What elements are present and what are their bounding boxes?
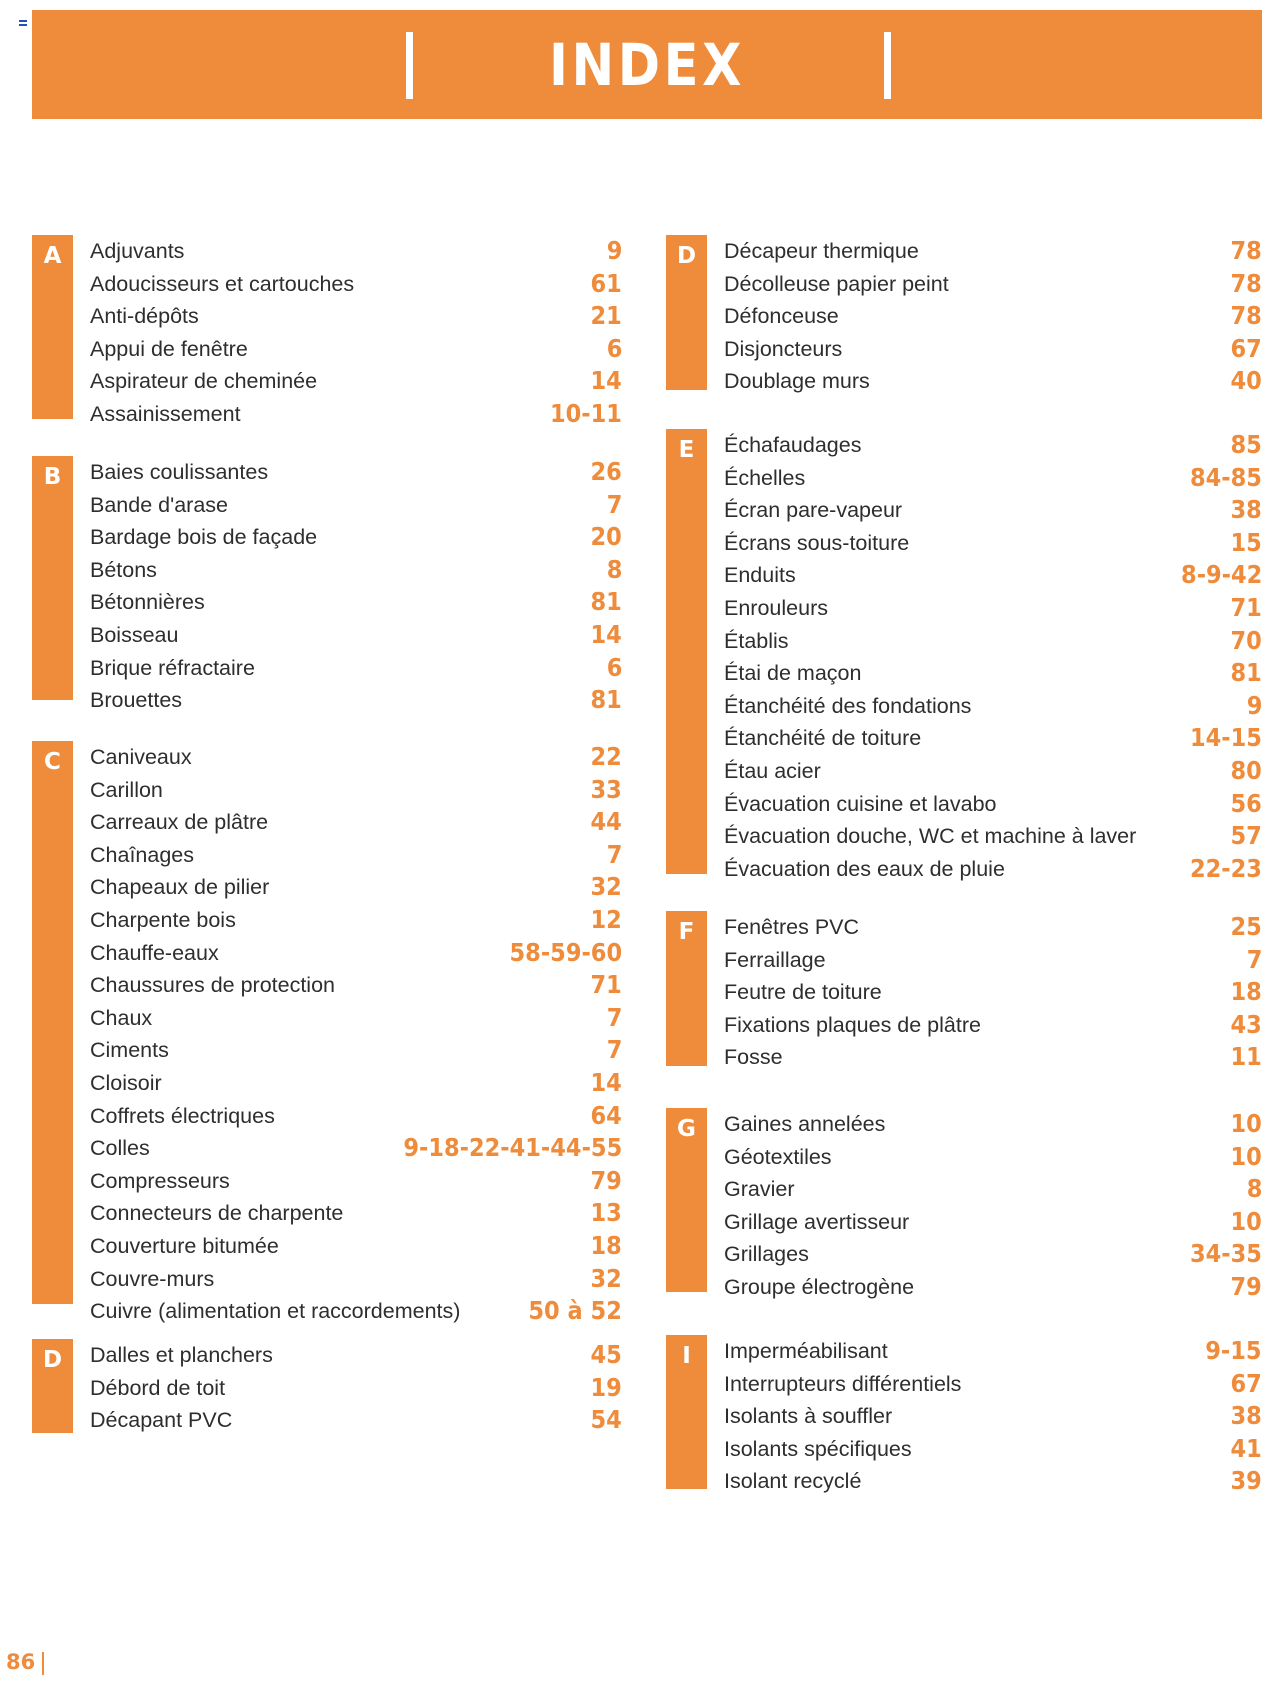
- entry-page-ref: 80: [1230, 755, 1262, 785]
- entry-page-ref: 18: [1230, 977, 1262, 1007]
- entry-page-ref: 14: [590, 619, 622, 649]
- entry-page-ref: 67: [1230, 333, 1262, 363]
- index-entry: [724, 1041, 1262, 1074]
- entry-term: Adjuvants: [90, 239, 185, 263]
- entry-term: Décapeur thermique: [724, 239, 919, 263]
- letter-tab: [32, 1339, 73, 1433]
- index-entry: [724, 1206, 1262, 1239]
- entry-term: Cloisoir: [90, 1070, 162, 1095]
- entry-page-ref: 21: [590, 301, 622, 331]
- index-entry: [724, 1368, 1262, 1401]
- entry-page-ref: 43: [1230, 1009, 1262, 1039]
- group-letter: B: [43, 464, 62, 490]
- entry-term: Cuivre (alimentation et raccordements): [90, 1299, 461, 1324]
- index-entry: [90, 1002, 622, 1035]
- letter-tab: [32, 741, 73, 1304]
- entry-term: Grillage avertisseur: [724, 1209, 910, 1234]
- entry-page-ref: 41: [1230, 1433, 1262, 1463]
- entry-page-ref: 9-15: [1205, 1336, 1262, 1365]
- entry-term: Couvre-murs: [90, 1266, 215, 1291]
- entry-page-ref: 26: [590, 457, 622, 486]
- index-entry: [90, 1034, 622, 1067]
- index-group-e: [666, 429, 1262, 883]
- entry-term: Connecteurs de charpente: [90, 1201, 344, 1226]
- entry-term: Étai de maçon: [724, 661, 862, 686]
- entry-page-ref: 54: [590, 1405, 622, 1435]
- entry-page-ref: 44: [590, 807, 622, 837]
- index-entry: [90, 1339, 622, 1372]
- entry-page-ref: 61: [590, 268, 622, 298]
- entry-page-ref: 22: [590, 742, 622, 771]
- entry-page-ref: 18: [590, 1230, 622, 1260]
- page-number: 86: [6, 1650, 36, 1674]
- index-entry: [724, 1465, 1262, 1498]
- entry-term: Carreaux de plâtre: [90, 810, 269, 835]
- index-entry: [724, 300, 1262, 333]
- page-number-rule: [42, 1652, 44, 1675]
- entry-term: Enrouleurs: [724, 595, 828, 620]
- entry-term: Adoucisseurs et cartouches: [90, 271, 355, 296]
- entry-term: Fixations plaques de plâtre: [724, 1012, 981, 1037]
- entry-term: Assainissement: [90, 401, 241, 426]
- index-entry: [724, 365, 1262, 398]
- entry-term: Caniveaux: [90, 745, 192, 769]
- index-entry: [90, 489, 622, 522]
- banner-divider-right: [884, 32, 891, 99]
- index-entry: [724, 944, 1262, 977]
- index-entry: [724, 462, 1262, 495]
- entry-page-ref: 9: [1246, 690, 1262, 720]
- entry-term: Évacuation cuisine et lavabo: [724, 791, 997, 816]
- letter-tab: [666, 235, 707, 390]
- entry-page-ref: 14: [590, 1067, 622, 1097]
- index-group-c: [32, 741, 622, 1326]
- entry-term: Chauffe-eaux: [90, 940, 219, 965]
- entry-page-ref: 79: [1230, 1271, 1262, 1301]
- index-entry: [90, 333, 622, 366]
- entry-term: Coffrets électriques: [90, 1103, 275, 1128]
- index-entry: [724, 1009, 1262, 1042]
- index-entry: [724, 559, 1262, 592]
- group-letter: I: [682, 1343, 691, 1369]
- entry-page-ref: 7: [606, 1035, 622, 1065]
- index-entry: [90, 969, 622, 1002]
- letter-tab: [32, 456, 73, 700]
- entry-page-ref: 6: [606, 652, 622, 682]
- index-entry: [724, 1271, 1262, 1304]
- page-title: INDEX: [549, 31, 745, 99]
- entry-page-ref: 13: [590, 1198, 622, 1228]
- index-entry: [90, 839, 622, 872]
- index-entry: [90, 904, 622, 937]
- entry-page-ref: 64: [590, 1100, 622, 1130]
- index-group-d: [32, 1339, 622, 1433]
- entry-term: Compresseurs: [90, 1168, 230, 1193]
- entry-page-ref: 50 à 52: [528, 1296, 622, 1326]
- entry-page-ref: 67: [1230, 1368, 1262, 1398]
- index-entry: [90, 1067, 622, 1100]
- index-entry: [724, 268, 1262, 301]
- index-entry: [724, 527, 1262, 560]
- entry-term: Chaussures de protection: [90, 973, 336, 998]
- entry-list: [724, 235, 1262, 398]
- entry-page-ref: 40: [1230, 366, 1262, 396]
- entry-term: Géotextiles: [724, 1144, 832, 1169]
- entry-term: Aspirateur de cheminée: [90, 369, 318, 394]
- entry-page-ref: 45: [590, 1340, 622, 1369]
- index-entry: [724, 1108, 1262, 1141]
- index-entry: [724, 788, 1262, 821]
- entry-page-ref: 11: [1230, 1042, 1262, 1072]
- entry-page-ref: 10: [1230, 1141, 1262, 1171]
- entry-page-ref: 81: [590, 587, 622, 617]
- index-entry: [724, 911, 1262, 944]
- entry-term: Couverture bitumée: [90, 1233, 279, 1258]
- index-entry: [90, 806, 622, 839]
- entry-page-ref: 10-11: [550, 398, 622, 428]
- group-letter: A: [43, 243, 62, 269]
- entry-list: [724, 1335, 1262, 1498]
- entry-page-ref: 38: [1230, 495, 1262, 525]
- entry-page-ref: 8: [606, 554, 622, 584]
- entry-page-ref: 84-85: [1190, 462, 1262, 492]
- index-entry: [724, 1400, 1262, 1433]
- index-group-f: [666, 911, 1262, 1072]
- index-entry: [724, 1335, 1262, 1368]
- index-entry: [724, 853, 1262, 886]
- entry-term: Doublage murs: [724, 369, 870, 394]
- entry-term: Chapeaux de pilier: [90, 875, 270, 900]
- entry-term: Carillon: [90, 777, 163, 802]
- index-entry: [724, 494, 1262, 527]
- entry-page-ref: 20: [590, 522, 622, 552]
- entry-term: Interrupteurs différentiels: [724, 1371, 962, 1396]
- entry-page-ref: 85: [1230, 430, 1262, 459]
- group-letter: C: [44, 749, 61, 775]
- index-entry: [724, 1433, 1262, 1466]
- entry-term: Bardage bois de façade: [90, 525, 318, 550]
- entry-term: Imperméabilisant: [724, 1339, 888, 1363]
- letter-tab: [666, 1335, 707, 1489]
- entry-term: Appui de fenêtre: [90, 336, 248, 361]
- index-entry: [724, 1173, 1262, 1206]
- entry-page-ref: 33: [590, 774, 622, 804]
- group-letter: D: [42, 1347, 63, 1373]
- index-entry: [724, 820, 1262, 853]
- index-banner: [32, 10, 1262, 119]
- entry-page-ref: 71: [590, 970, 622, 1000]
- entry-page-ref: 56: [1230, 788, 1262, 818]
- index-entry: [90, 586, 622, 619]
- entry-page-ref: 7: [606, 839, 622, 869]
- entry-term: Groupe électrogène: [724, 1274, 915, 1299]
- index-entry: [90, 1197, 622, 1230]
- entry-page-ref: 10: [1230, 1109, 1262, 1138]
- index-entry: [90, 365, 622, 398]
- entry-term: Échelles: [724, 465, 806, 490]
- index-entry: [90, 398, 622, 431]
- entry-page-ref: 70: [1230, 625, 1262, 655]
- entry-term: Boisseau: [90, 622, 179, 647]
- entry-list: [90, 741, 622, 1328]
- entry-term: Isolants à souffler: [724, 1404, 893, 1429]
- entry-term: Ferraillage: [724, 947, 826, 972]
- entry-page-ref: 79: [590, 1165, 622, 1195]
- entry-term: Étau acier: [724, 758, 821, 783]
- entry-list: [724, 1108, 1262, 1304]
- index-entry: [90, 1100, 622, 1133]
- index-entry: [90, 1263, 622, 1296]
- entry-term: Bande d'arase: [90, 492, 228, 517]
- index-entry: [724, 1238, 1262, 1271]
- entry-page-ref: 8: [1246, 1174, 1262, 1204]
- index-entry: [724, 1141, 1262, 1174]
- index-entry: [90, 1132, 622, 1165]
- entry-page-ref: 58-59-60: [509, 937, 622, 967]
- index-entry: [90, 741, 622, 774]
- entry-term: Brouettes: [90, 688, 183, 713]
- entry-term: Feutre de toiture: [724, 980, 882, 1005]
- entry-page-ref: 7: [606, 1002, 622, 1032]
- entry-page-ref: 38: [1230, 1401, 1262, 1431]
- entry-list: [724, 429, 1262, 885]
- index-entry: [90, 554, 622, 587]
- corner-mark: [19, 20, 27, 26]
- entry-page-ref: 32: [590, 872, 622, 902]
- index-entry: [724, 722, 1262, 755]
- index-group-b: [32, 456, 622, 715]
- index-entry: [724, 755, 1262, 788]
- index-entry: [90, 937, 622, 970]
- entry-term: Bétons: [90, 557, 157, 582]
- entry-term: Fenêtres PVC: [724, 915, 860, 939]
- entry-term: Évacuation des eaux de pluie: [724, 856, 1005, 881]
- index-entry: [90, 235, 622, 268]
- index-entry: [90, 1404, 622, 1437]
- index-entry: [90, 268, 622, 301]
- entry-term: Chaux: [90, 1005, 153, 1030]
- index-entry: [90, 684, 622, 717]
- index-entry: [724, 429, 1262, 462]
- index-entry: [90, 619, 622, 652]
- letter-tab: [32, 235, 73, 419]
- group-letter: F: [678, 919, 695, 945]
- index-entry: [90, 1295, 622, 1328]
- entry-term: Charpente bois: [90, 907, 236, 932]
- entry-list: [90, 1339, 622, 1437]
- entry-page-ref: 10: [1230, 1206, 1262, 1236]
- entry-page-ref: 14: [590, 366, 622, 396]
- entry-term: Grillages: [724, 1242, 809, 1267]
- index-entry: [724, 333, 1262, 366]
- index-entry: [90, 871, 622, 904]
- entry-page-ref: 7: [606, 489, 622, 519]
- index-entry: [90, 652, 622, 685]
- letter-tab: [666, 429, 707, 874]
- entry-term: Colles: [90, 1136, 150, 1161]
- entry-page-ref: 15: [1230, 527, 1262, 557]
- entry-term: Isolants spécifiques: [724, 1436, 912, 1461]
- entry-page-ref: 12: [590, 904, 622, 934]
- entry-page-ref: 6: [606, 333, 622, 363]
- index-group-i: [666, 1335, 1262, 1496]
- group-letter: E: [678, 437, 695, 463]
- index-entry: [724, 592, 1262, 625]
- index-entry: [724, 976, 1262, 1009]
- letter-tab: [666, 1108, 707, 1292]
- index-group-d: [666, 235, 1262, 396]
- entry-page-ref: 32: [590, 1263, 622, 1293]
- entry-page-ref: 39: [1230, 1466, 1262, 1496]
- entry-page-ref: 22-23: [1190, 853, 1262, 883]
- entry-page-ref: 78: [1230, 268, 1262, 298]
- entry-term: Échafaudages: [724, 433, 862, 457]
- index-entry: [724, 690, 1262, 723]
- index-entry: [90, 456, 622, 489]
- entry-term: Baies coulissantes: [90, 460, 269, 484]
- index-entry: [90, 1372, 622, 1405]
- entry-page-ref: 71: [1230, 592, 1262, 622]
- index-entry: [724, 625, 1262, 658]
- entry-page-ref: 81: [1230, 658, 1262, 688]
- index-entry: [90, 521, 622, 554]
- entry-term: Débord de toit: [90, 1375, 226, 1400]
- index-entry: [90, 300, 622, 333]
- index-group-a: [32, 235, 622, 428]
- entry-page-ref: 19: [590, 1372, 622, 1402]
- entry-page-ref: 9: [606, 236, 622, 265]
- entry-term: Gaines annelées: [724, 1112, 886, 1136]
- entry-term: Décapant PVC: [90, 1408, 233, 1433]
- entry-term: Enduits: [724, 563, 796, 588]
- entry-page-ref: 78: [1230, 301, 1262, 331]
- entry-list: [90, 456, 622, 717]
- entry-page-ref: 25: [1230, 912, 1262, 941]
- entry-page-ref: 14-15: [1190, 723, 1262, 753]
- entry-page-ref: 78: [1230, 236, 1262, 265]
- entry-term: Gravier: [724, 1177, 795, 1202]
- entry-term: Bétonnières: [90, 590, 205, 615]
- entry-page-ref: 81: [590, 685, 622, 715]
- entry-term: Fosse: [724, 1045, 783, 1070]
- entry-page-ref: 9-18-22-41-44-55: [403, 1133, 622, 1163]
- entry-term: Anti-dépôts: [90, 304, 199, 329]
- entry-term: Établis: [724, 628, 789, 653]
- entry-page-ref: 8-9-42: [1180, 560, 1262, 590]
- letter-tab: [666, 911, 707, 1066]
- entry-term: Défonceuse: [724, 304, 839, 329]
- group-letter: D: [676, 243, 697, 269]
- entry-term: Évacuation douche, WC et machine à laver: [724, 824, 1137, 849]
- entry-page-ref: 7: [1246, 944, 1262, 974]
- entry-list: [724, 911, 1262, 1074]
- entry-term: Dalles et planchers: [90, 1343, 273, 1367]
- entry-page-ref: 34-35: [1190, 1239, 1262, 1269]
- entry-term: Chaînages: [90, 842, 194, 867]
- entry-page-ref: 57: [1230, 821, 1262, 851]
- entry-term: Étanchéité des fondations: [724, 693, 972, 718]
- index-entry: [90, 1230, 622, 1263]
- entry-term: Disjoncteurs: [724, 336, 843, 361]
- entry-term: Brique réfractaire: [90, 655, 255, 680]
- entry-list: [90, 235, 622, 431]
- group-letter: G: [677, 1116, 696, 1142]
- entry-term: Étanchéité de toiture: [724, 726, 922, 751]
- entry-term: Écran pare-vapeur: [724, 498, 903, 523]
- entry-term: Ciments: [90, 1038, 169, 1063]
- entry-term: Écrans sous-toiture: [724, 530, 910, 555]
- index-entry: [724, 657, 1262, 690]
- entry-term: Décolleuse papier peint: [724, 271, 949, 296]
- index-entry: [90, 774, 622, 807]
- index-entry: [724, 235, 1262, 268]
- entry-term: Isolant recyclé: [724, 1469, 862, 1494]
- index-group-g: [666, 1108, 1262, 1301]
- index-entry: [90, 1165, 622, 1198]
